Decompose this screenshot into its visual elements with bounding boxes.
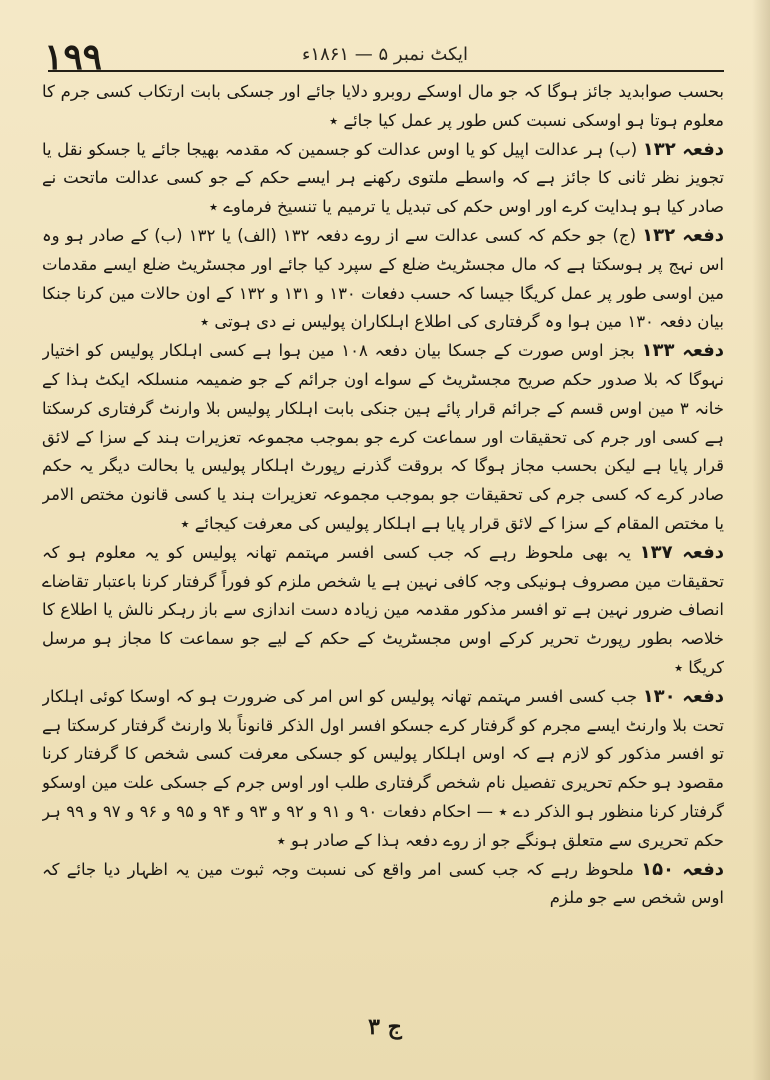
section-140: [42, 683, 724, 856]
page-header: [28, 28, 742, 76]
page-edge-shadow: [752, 0, 770, 1080]
document-body: [42, 78, 724, 996]
paragraph-text: بحسب صوابدید جائز ہوگا کہ جو مال اوسکے روبرو دلایا جائے اور جسکی بابت ارتکاب کسی جرم کا معلوم ہوتا ہو اوسکی نسبت کس طور پر عمل کیا جائے ٭: [42, 82, 724, 130]
running-head: ایکٹ نمبر ۵ — ۱۸۶۱ء: [301, 44, 469, 65]
section-label: دفعہ ۱۳۷: [639, 541, 724, 563]
section-label: دفعہ ۱۳۲: [642, 138, 724, 160]
section-label: دفعہ ۱۳۲: [642, 224, 724, 246]
paragraph-text: ملحوظ رہے کہ جب کسی امر واقع کی نسبت وجہ ثبوت مین یہ اظہار دیا جائے کہ اوس شخص سے جو ملزم: [42, 859, 724, 908]
paragraph-text: جب کسی افسر مہتمم تھانہ پولیس کو اس امر کی ضرورت ہو کہ اوسکا کوئی اہلکار تحت بلا وارنٹ ایسے مجرم کو گرفتار کرے جسکو افسر اول الذکر قانوناً بلا وارنٹ گرفتار کرسکتا ہے تو افسر مذکور کو لازم ہے کہ اوس اہلکار پولیس کو جسکی معرفت کسی شخص کا گرفتار کرنا مقصود ہو حکم تحریری تفصیل نام شخص گرفتاری طلب اور اوس جرم کے جسکی علت مین اوسکو گرفتار کرنا منظور ہو الذکر دے ٭ — احکام دفعات ۹۰ و ۹۱ و ۹۲ و ۹۳ و ۹۴ و ۹۵ و ۹۶ و ۹۷ و ۹۹ ہر حکم تحریری سے متعلق ہونگے جو از روے دفعہ ہذا کے صادر ہو ٭: [42, 686, 724, 850]
footer-signature: ج ۳: [368, 1014, 402, 1040]
section-133: [42, 337, 724, 539]
paragraph-text: یہ بھی ملحوظ رہے کہ جب کسی افسر مہتمم تھانہ پولیس کو یہ معلوم ہو کہ تحقیقات مین مصروف ہونیکی وجہ کافی نہین ہے یا شخص ملزم کو فوراً گرفتار کرنا باعتبار تقاضاے انصاف ضرور نہین ہے تو افسر مذکور مقدمہ مین زیادہ دست اندازی سے باز رہکر نالش یا اطلاع کا خلاصہ بطور رپورٹ تحریر کرکے اوس مجسٹریٹ کے حکم کے لیے جو سماعت کا مجاز ہو مرسل کریگا ٭: [42, 542, 724, 677]
section-150: [42, 856, 724, 914]
section-label: دفعہ ۱۳۰: [642, 685, 724, 707]
section-label: دفعہ ۱۵۰: [641, 858, 724, 880]
section-132c: [42, 222, 724, 337]
section-137: [42, 539, 724, 683]
paragraph-intro: [42, 78, 724, 136]
paragraph-text: (ج) جو حکم کہ کسی عدالت سے از روے دفعہ ۱۳۲ (الف) یا ۱۳۲ (ب) کے صادر ہو وہ اس نہج پر ہوسکتا ہے کہ مال مجسٹریٹ ضلع کے سپرد کیا جائے اور مجسٹریٹ ضلع ایسے مقدمات مین اوسی طور پر عمل کریگا جیسا کہ حسب دفعات ۱۳۰ و ۱۳۱ و ۱۳۲ کے اون حالات مین کرنا جنکا بیان دفعہ ۱۳۰ مین ہوا وہ گرفتاری کی اطلاع اہلکاران پولیس نے دی ہوتی ٭: [42, 225, 724, 332]
paragraph-text: (ب) ہر عدالت اپیل کو یا اوس عدالت کو جسمین کہ مقدمہ بھیجا جائے یا جسکو نقل یا تجویز نظر ثانی کا جائز ہے کہ واسطے ملتوی رکھنے ہر ایسے حکم کے جو کسی عدالت ماتحت نے صادر کیا ہو ہدایت کرے اور اوس حکم کی تبدیل یا ترمیم یا تنسیخ فرماوے ٭: [42, 139, 724, 217]
section-label: دفعہ ۱۳۳: [641, 340, 724, 362]
header-rule: [48, 70, 724, 72]
page-number: ۱۹۹: [44, 36, 103, 78]
paragraph-text: بجز اوس صورت کے جسکا بیان دفعہ ۱۰۸ مین ہوا ہے کسی اہلکار پولیس کو اختیار نہوگا کہ بلا صدور حکم صریح مجسٹریٹ کے سواے اون جرائم کے جو ضمیمہ منسلکہ ایکٹ ہذا کے خانہ ۳ مین اوس قسم کے جرائم قرار پائے ہین جنکی بابت اہلکار پولیس بلا وارنٹ گرفتاری کرسکتا ہے کسی اور جرم کی تحقیقات اور سماعت کرے جو بموجب مجموعہ تعزیرات ہند کے سزا کے لائق قرار پایا ہے لیکن بحسب مجاز ہوگا کہ بروقت گذرنے رپورٹ اہلکار پولیس یا بحالت دیگر یہ حکم صادر کرے کہ کسی جرم کی تحقیقات جو بموجب مجموعہ تعزیرات ہند یا کسی قانون مختص الامر یا مختص المقام کے سزا کے لائق قرار پایا ہے اہلکار پولیس کی معرفت کیجائے ٭: [42, 341, 724, 533]
section-132b: [42, 136, 724, 222]
